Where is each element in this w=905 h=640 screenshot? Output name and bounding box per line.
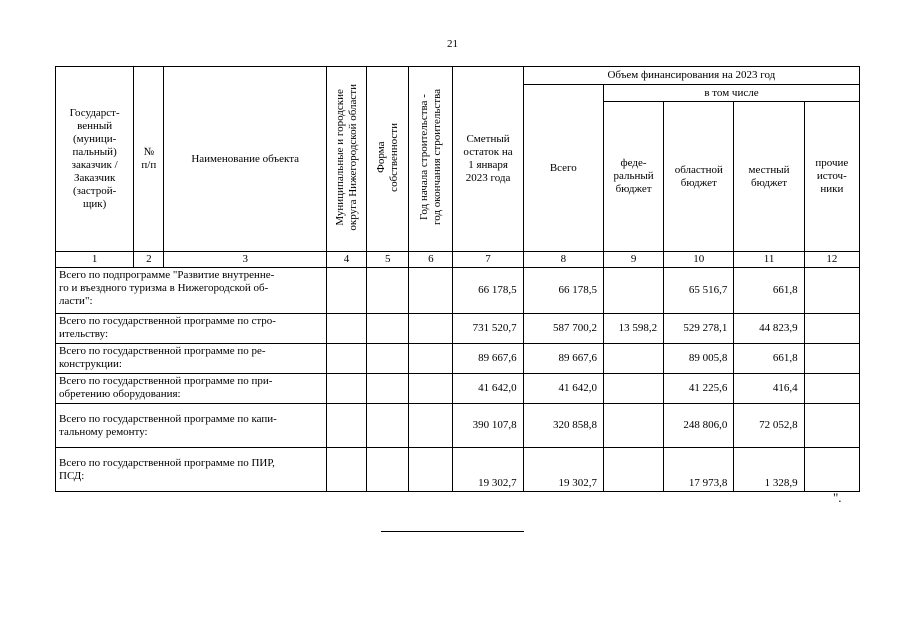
cell-regional: 17 973,8 (664, 448, 734, 492)
header-object-name: Наименование объекта (164, 67, 327, 252)
column-number: 2 (134, 252, 164, 268)
cell-total: 41 642,0 (523, 374, 603, 404)
cell-empty (409, 344, 453, 374)
cell-empty (367, 404, 409, 448)
cell-federal (603, 404, 663, 448)
cell-empty (409, 448, 453, 492)
cell-local: 72 052,8 (734, 404, 804, 448)
column-number: 6 (409, 252, 453, 268)
cell-empty (367, 314, 409, 344)
cell-other (804, 314, 859, 344)
financing-table (55, 66, 860, 492)
cell-empty (367, 448, 409, 492)
header-other: прочие источ- ники (804, 102, 859, 252)
cell-empty (367, 344, 409, 374)
column-number: 11 (734, 252, 804, 268)
cell-estimate: 731 520,7 (453, 314, 523, 344)
cell-empty (367, 374, 409, 404)
closing-quote-mark: ". (833, 490, 842, 505)
cell-other (804, 374, 859, 404)
header-total: Всего (523, 85, 603, 252)
column-number: 1 (56, 252, 134, 268)
cell-other (804, 268, 859, 314)
cell-federal: 13 598,2 (603, 314, 663, 344)
column-number: 7 (453, 252, 523, 268)
table-row (56, 374, 860, 404)
cell-estimate: 66 178,5 (453, 268, 523, 314)
cell-empty (326, 448, 366, 492)
cell-estimate: 390 107,8 (453, 404, 523, 448)
header-ownership: Форма собственности (367, 67, 409, 252)
header-including: в том числе (603, 85, 859, 102)
cell-empty (326, 404, 366, 448)
column-number: 5 (367, 252, 409, 268)
row-name: Всего по подпрограмме "Развитие внутренне- го и въездного туризма в Нижегородской об- ласти": (56, 268, 327, 314)
row-name: Всего по государственной программе по ПИР, ПСД: (56, 448, 327, 492)
cell-empty (326, 344, 366, 374)
column-number: 9 (603, 252, 663, 268)
cell-local: 1 328,9 (734, 448, 804, 492)
header-customer: Государст- венный (муници- пальный) заказчик / Заказчик (застрой- щик) (56, 67, 134, 252)
header-financing: Объем финансирования на 2023 год (523, 67, 859, 85)
cell-local: 44 823,9 (734, 314, 804, 344)
row-name: Всего по государственной программе по стро- ительству: (56, 314, 327, 344)
cell-local: 661,8 (734, 268, 804, 314)
column-number: 10 (664, 252, 734, 268)
cell-local: 661,8 (734, 344, 804, 374)
cell-estimate: 89 667,6 (453, 344, 523, 374)
cell-empty (326, 374, 366, 404)
cell-empty (326, 268, 366, 314)
row-name: Всего по государственной программе по ре- конструкции: (56, 344, 327, 374)
table-row (56, 404, 860, 448)
cell-other (804, 344, 859, 374)
header-num: № п/п (134, 67, 164, 252)
table-row (56, 268, 860, 314)
cell-regional: 89 005,8 (664, 344, 734, 374)
row-name: Всего по государственной программе по капи- тальному ремонту: (56, 404, 327, 448)
table-row (56, 448, 860, 492)
column-number: 12 (804, 252, 859, 268)
cell-total: 66 178,5 (523, 268, 603, 314)
header-estimate: Сметный остаток на 1 января 2023 года (453, 67, 523, 252)
header-federal: феде- ральный бюджет (603, 102, 663, 252)
column-number: 8 (523, 252, 603, 268)
cell-empty (409, 268, 453, 314)
cell-federal (603, 448, 663, 492)
cell-empty (409, 374, 453, 404)
table-row (56, 344, 860, 374)
cell-total: 587 700,2 (523, 314, 603, 344)
header-regional: областной бюджет (664, 102, 734, 252)
cell-empty (409, 404, 453, 448)
cell-federal (603, 268, 663, 314)
header-local: местный бюджет (734, 102, 804, 252)
cell-estimate: 41 642,0 (453, 374, 523, 404)
cell-estimate: 19 302,7 (453, 448, 523, 492)
separator-line (381, 531, 524, 532)
page-number: 21 (447, 38, 458, 50)
cell-total: 89 667,6 (523, 344, 603, 374)
cell-regional: 41 225,6 (664, 374, 734, 404)
cell-empty (367, 268, 409, 314)
cell-other (804, 448, 859, 492)
column-number: 4 (326, 252, 366, 268)
cell-regional: 65 516,7 (664, 268, 734, 314)
column-number: 3 (164, 252, 327, 268)
cell-federal (603, 344, 663, 374)
cell-local: 416,4 (734, 374, 804, 404)
cell-total: 320 858,8 (523, 404, 603, 448)
row-name: Всего по государственной программе по при- обретению оборудования: (56, 374, 327, 404)
header-years: Год начала строительства - год окончания строительства (409, 67, 453, 252)
cell-total: 19 302,7 (523, 448, 603, 492)
cell-empty (326, 314, 366, 344)
cell-federal (603, 374, 663, 404)
cell-regional: 248 806,0 (664, 404, 734, 448)
header-municipality: Муниципальные и городские округа Нижегородской области (326, 67, 366, 252)
cell-other (804, 404, 859, 448)
cell-empty (409, 314, 453, 344)
table-row (56, 314, 860, 344)
cell-regional: 529 278,1 (664, 314, 734, 344)
